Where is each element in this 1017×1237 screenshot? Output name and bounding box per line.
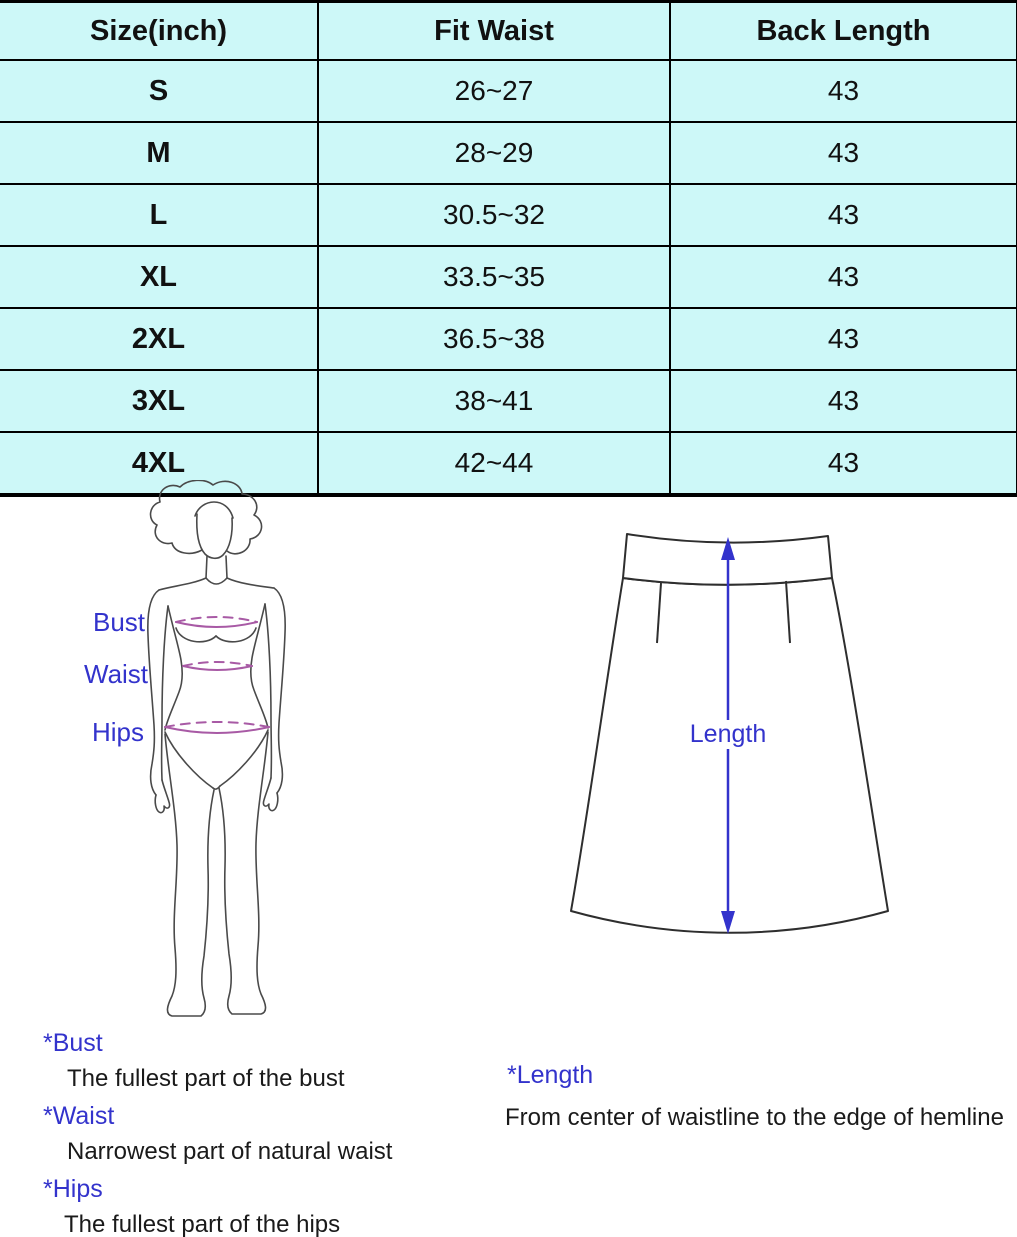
fit-waist-cell: 33.5~35 bbox=[318, 246, 670, 308]
waist-note-term: *Waist bbox=[43, 1102, 115, 1130]
fit-waist-cell: 30.5~32 bbox=[318, 184, 670, 246]
hips-note-definition: The fullest part of the hips bbox=[64, 1211, 341, 1237]
waist-label: Waist bbox=[84, 659, 149, 689]
size-cell: XL bbox=[0, 246, 318, 308]
fit-waist-cell: 36.5~38 bbox=[318, 308, 670, 370]
back-length-cell: 43 bbox=[670, 246, 1017, 308]
column-header-fit-waist: Fit Waist bbox=[318, 2, 670, 61]
back-length-cell: 43 bbox=[670, 370, 1017, 432]
column-header-size: Size(inch) bbox=[0, 2, 318, 61]
bust-note-definition: The fullest part of the bust bbox=[67, 1065, 345, 1092]
size-cell: L bbox=[0, 184, 318, 246]
length-note-definition: From center of waistline to the edge of hemline bbox=[505, 1104, 1004, 1131]
table-row bbox=[0, 60, 1017, 122]
fit-waist-cell: 42~44 bbox=[318, 432, 670, 495]
length-label: Length bbox=[683, 720, 773, 749]
bust-note-term: *Bust bbox=[43, 1029, 103, 1057]
length-note-term: *Length bbox=[507, 1061, 594, 1089]
table-row bbox=[0, 246, 1017, 308]
size-cell: 4XL bbox=[0, 432, 318, 495]
table-row bbox=[0, 370, 1017, 432]
back-length-cell: 43 bbox=[670, 308, 1017, 370]
back-length-cell: 43 bbox=[827, 447, 860, 478]
fit-waist-cell: 28~29 bbox=[318, 122, 670, 184]
table-row bbox=[0, 184, 1017, 246]
size-cell: M bbox=[0, 122, 318, 184]
bust-label: Bust bbox=[93, 607, 146, 637]
table-header-row bbox=[0, 2, 1017, 61]
size-cell: 2XL bbox=[0, 308, 318, 370]
body-measurement-figure bbox=[55, 480, 395, 1025]
back-length-cell: 43 bbox=[670, 184, 1017, 246]
table-row bbox=[0, 122, 1017, 184]
back-length-cell: 43 bbox=[670, 60, 1017, 122]
size-cell: S bbox=[0, 60, 318, 122]
hips-note-term: *Hips bbox=[43, 1175, 103, 1203]
hips-label: Hips bbox=[92, 717, 145, 747]
size-cell: 3XL bbox=[0, 370, 318, 432]
waist-note-definition: Narrowest part of natural waist bbox=[67, 1138, 393, 1165]
back-length-cell: 43 bbox=[670, 122, 1017, 184]
table-row bbox=[0, 308, 1017, 370]
fit-waist-cell: 38~41 bbox=[318, 370, 670, 432]
fit-waist-cell: 26~27 bbox=[318, 60, 670, 122]
size-chart-table bbox=[0, 0, 1017, 497]
column-header-back-length: Back Length bbox=[670, 2, 1017, 61]
